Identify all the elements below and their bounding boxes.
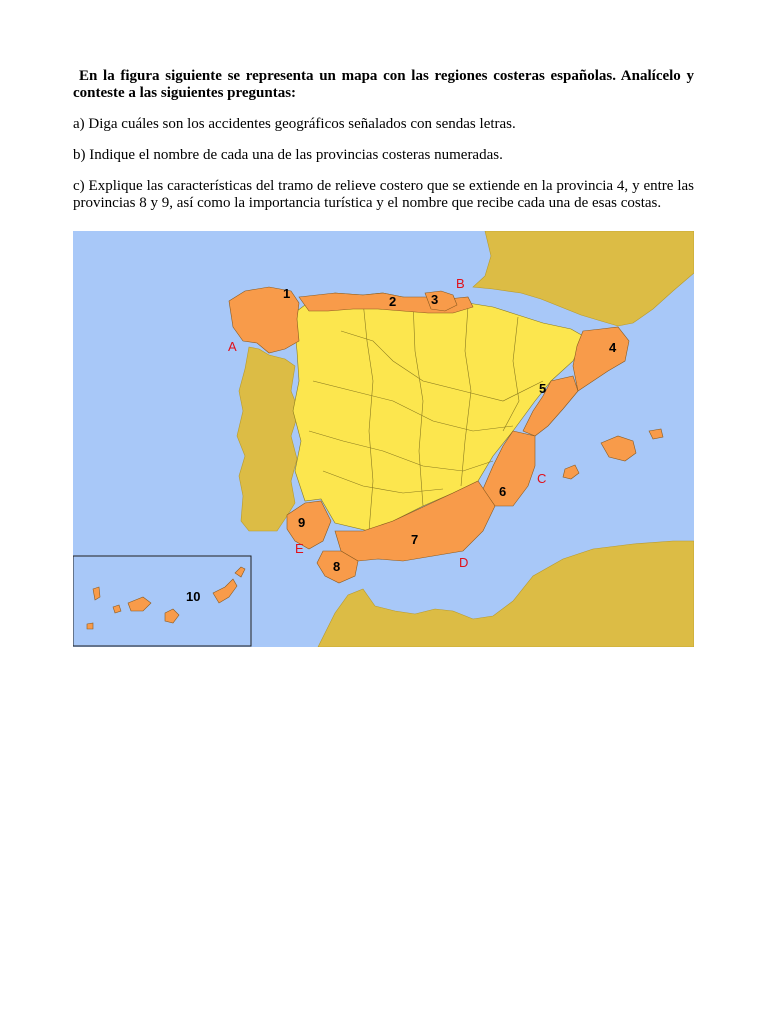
label-letter-d: D: [459, 555, 469, 570]
label-province-7: 7: [411, 532, 419, 547]
label-letter-b: B: [456, 276, 465, 291]
label-province-2: 2: [389, 294, 397, 309]
portugal-land: [237, 347, 299, 531]
question-b: b) Indique el nombre de cada una de las provincias costeras numeradas.: [73, 147, 503, 163]
question-a: a) Diga cuáles son los accidentes geográficos señalados con sendas letras.: [73, 116, 516, 132]
label-province-9: 9: [298, 515, 306, 530]
canary-inset-box: [73, 556, 251, 646]
label-province-8: 8: [333, 559, 341, 574]
label-province-5: 5: [539, 381, 547, 396]
spain-coastal-map: [73, 231, 694, 647]
label-letter-e: E: [295, 541, 304, 556]
label-province-3: 3: [431, 292, 439, 307]
label-province-1: 1: [283, 286, 291, 301]
question-c: c) Explique las características del tramo de relieve costero que se extiende en la provincia 4, y entre las provincias 8 y 9, así como la importancia turística y el nombre que recibe cada una de esas costas.: [73, 178, 694, 211]
intro-paragraph: En la figura siguiente se representa un mapa con las regiones costeras españolas. Analícelo y conteste a las siguientes preguntas:: [73, 68, 694, 101]
label-province-6: 6: [499, 484, 507, 499]
label-letter-c: C: [537, 471, 547, 486]
document-text: [73, 68, 694, 226]
label-province-10: 10: [186, 589, 201, 604]
label-letter-a: A: [228, 339, 237, 354]
label-province-4: 4: [609, 340, 617, 355]
